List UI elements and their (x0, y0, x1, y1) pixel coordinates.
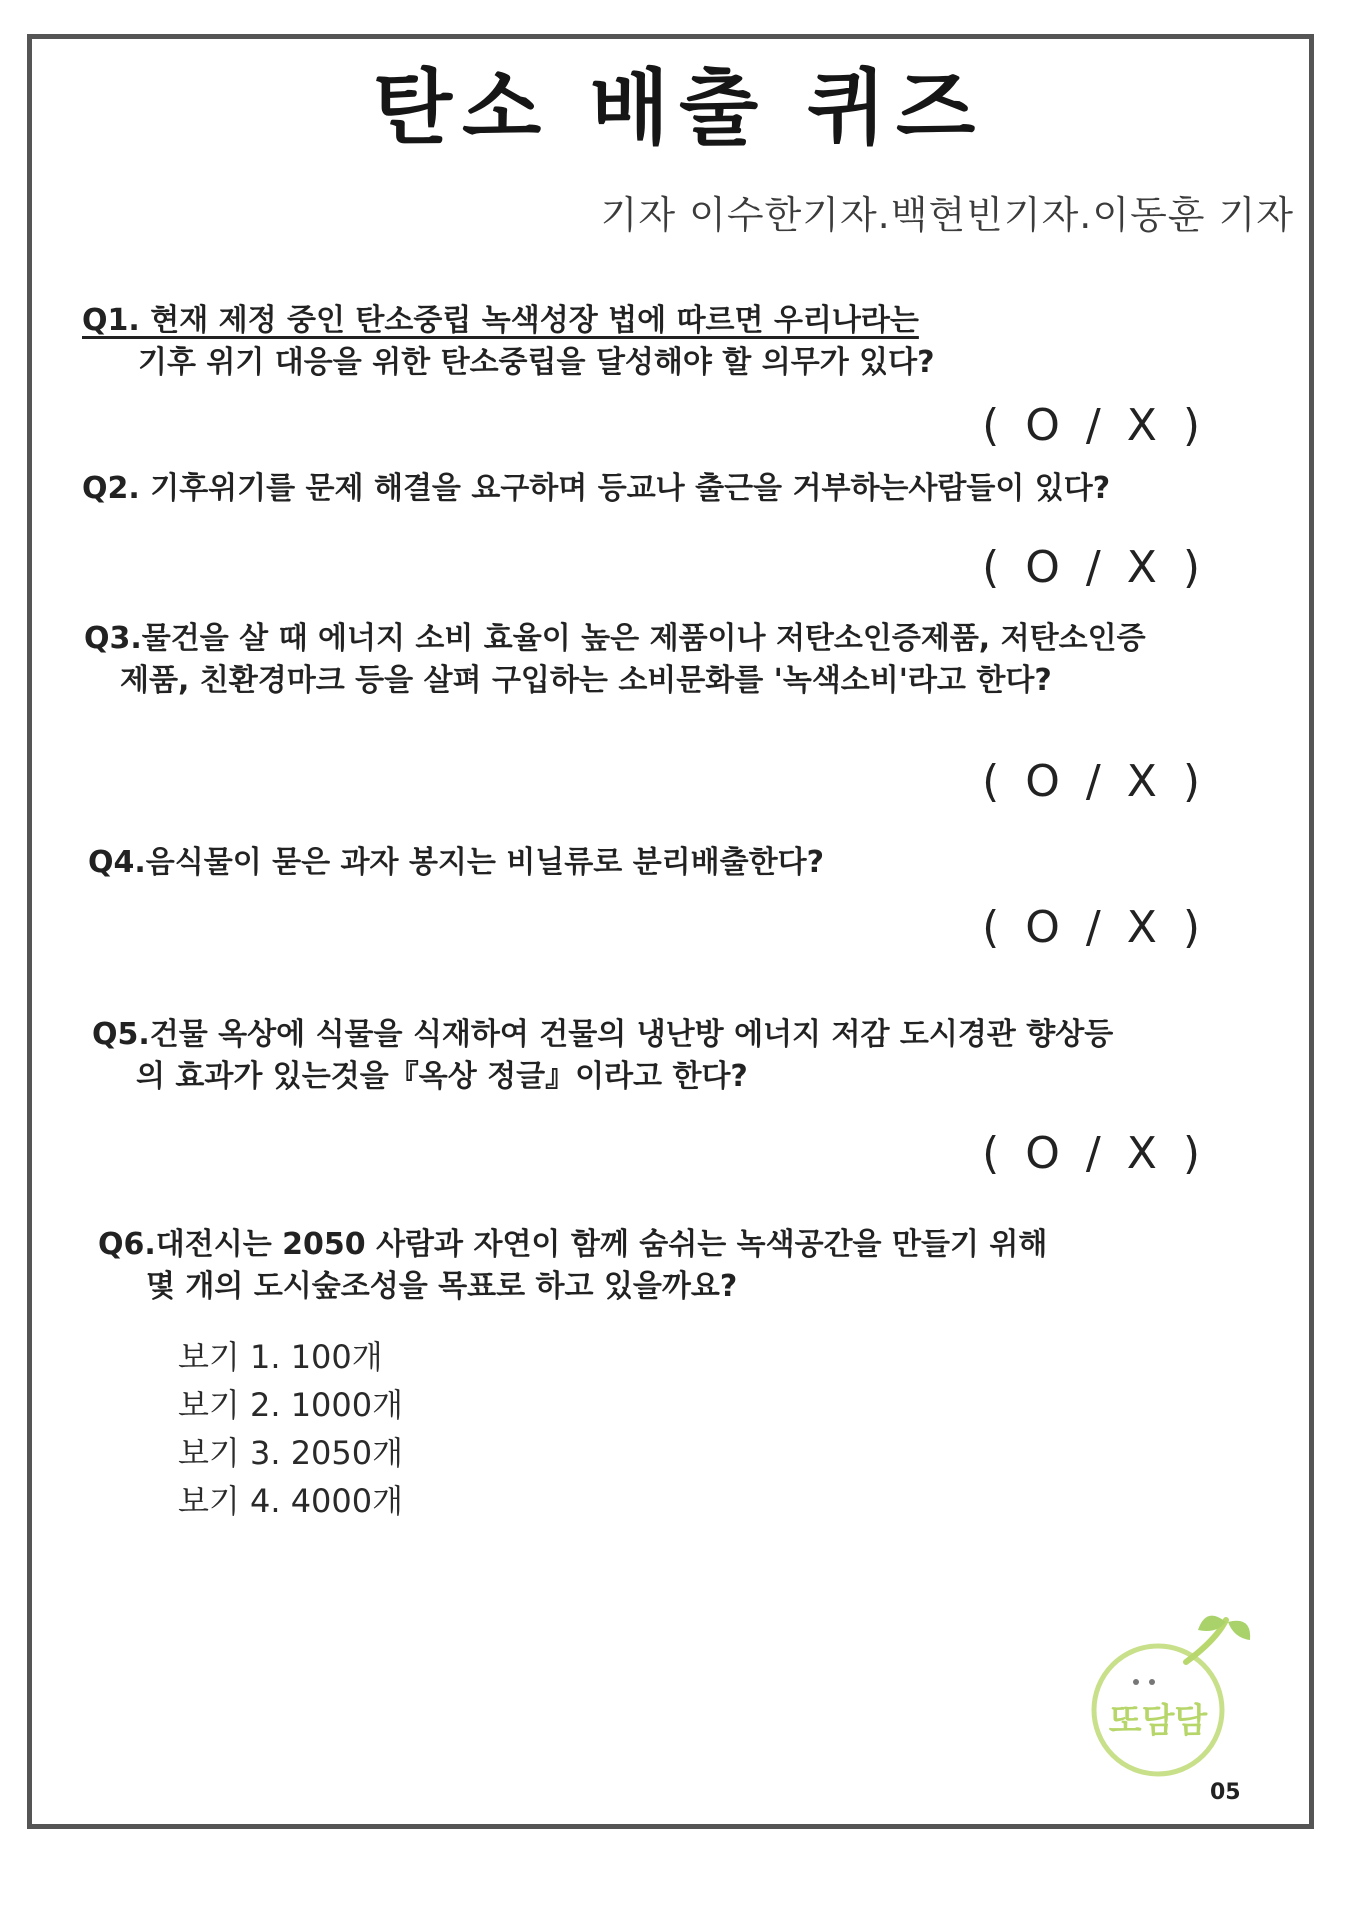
question-5 (92, 1014, 1113, 1098)
page-title: 탄소 배출 퀴즈 (372, 61, 986, 156)
answer-2: ( O / X ) (982, 542, 1206, 593)
question-6-line1: Q6.대전시는 2050 사람과 자연이 함께 숨쉬는 녹색공간을 만들기 위해 (98, 1227, 1048, 1262)
question-4 (88, 842, 824, 884)
question-3-line2: 제품, 친환경마크 등을 살펴 구입하는 소비문화를 '녹색소비'라고 한다? (120, 663, 1052, 698)
sprout-logo-icon (1066, 1600, 1266, 1785)
question-2-line1: Q2. 기후위기를 문제 해결을 요구하며 등교나 출근을 거부하는사람들이 있다? (82, 471, 1111, 506)
answer-3: ( O / X ) (982, 756, 1206, 807)
logo-text: 또담담 (1108, 1701, 1208, 1741)
byline: 기자 이수한기자.백현빈기자.이동훈 기자 (600, 193, 1294, 237)
question-1-line1: Q1. 현재 제정 중인 탄소중립 녹색성장 법에 따르면 우리나라는 (82, 303, 919, 338)
question-3-line1: Q3.물건을 살 때 에너지 소비 효율이 높은 제품이나 저탄소인증제품, 저탄소인증 (84, 621, 1146, 656)
answer-choices (178, 1333, 403, 1525)
question-5-line2: 의 효과가 있는것을『옥상 정글』이라고 한다? (136, 1059, 748, 1094)
question-6 (98, 1224, 1047, 1308)
question-3 (84, 618, 1146, 702)
choice-2: 보기 2. 1000개 (178, 1386, 404, 1424)
question-2 (82, 468, 1110, 510)
choice-3: 보기 3. 2050개 (178, 1434, 404, 1472)
choice-4: 보기 4. 4000개 (178, 1482, 404, 1520)
page-number: 05 (1210, 1780, 1241, 1805)
question-5-line1: Q5.건물 옥상에 식물을 식재하여 건물의 냉난방 에너지 저감 도시경관 향상등 (92, 1017, 1114, 1052)
answer-4: ( O / X ) (982, 902, 1206, 953)
answer-5: ( O / X ) (982, 1128, 1206, 1179)
question-4-line1: Q4.음식물이 묻은 과자 봉지는 비닐류로 분리배출한다? (88, 845, 824, 880)
question-6-line2: 몇 개의 도시숲조성을 목표로 하고 있을까요? (146, 1269, 738, 1304)
question-1-line2: 기후 위기 대응을 위한 탄소중립을 달성해야 할 의무가 있다? (138, 345, 935, 380)
choice-1: 보기 1. 100개 (178, 1338, 383, 1376)
question-1 (82, 300, 934, 384)
answer-1: ( O / X ) (982, 400, 1206, 451)
